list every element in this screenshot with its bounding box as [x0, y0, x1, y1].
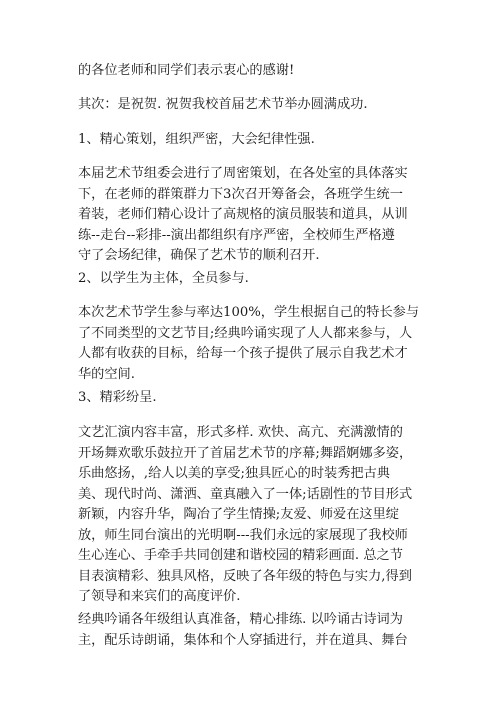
paragraph-closing-thanks: 的各位老师和同学们表示衷心的感谢!	[78, 63, 295, 78]
paragraph-congratulations: 其次：是祝贺. 祝贺我校首届艺术节举办圆满成功.	[78, 97, 368, 112]
heading-point-1: 1、精心策划，组织严密，大会纪律性强.	[78, 132, 315, 147]
heading-point-3: 3、精彩纷呈.	[78, 390, 157, 405]
paragraph-planning: 本届艺术节组委会进行了周密策划，在各处室的具体落实 下，在老师的群策群力下3次召开筹备会，各班学生统一 着装，老师们精心设计了高规格的演员服装和道具，从训 练--走台--彩排--演出都组织有序严密，全校师生严格遵 守了会场纪律，确保了艺术节的顺利召开.	[78, 166, 408, 263]
heading-point-2: 2、以学生为主体，全员参与.	[78, 271, 249, 286]
paragraph-performances: 文艺汇演内容丰富，形式多样. 欢快、高亢、充满激情的 开场舞欢歌乐鼓拉开了首届艺术节的序幕;舞蹈婀娜多姿， 乐曲悠扬，,给人以美的享受;独具匠心的时装秀把古典 美、现代时尚、潇洒、童真融入了一体;话剧性的节目形式 新颖，内容升华，陶冶了学生情操;友爱、师爱在这里绽 放，师生同台演出的光明啊---我们永远的家展现了我校师 生心连心、手牵手共同创建和谐校园的精彩画面. 总之节 目表演精彩、独具风格，反映了各年级的特色与实力,得到 了领导和来宾们的高度评价.	[78, 425, 413, 604]
paragraph-recitation: 经典吟诵各年级组认真准备，精心排练. 以吟诵古诗词为 主，配乐诗朗诵，集体和个人穿插进行，并在道具、舞台	[78, 612, 408, 648]
paragraph-participation: 本次艺术节学生参与率达100%，学生根据自己的特长参与 了不同类型的文艺节目;经典吟诵实现了人人都来参与，人 人都有收获的目标，给每一个孩子提供了展示自我艺术才 华的空间.	[78, 305, 420, 382]
